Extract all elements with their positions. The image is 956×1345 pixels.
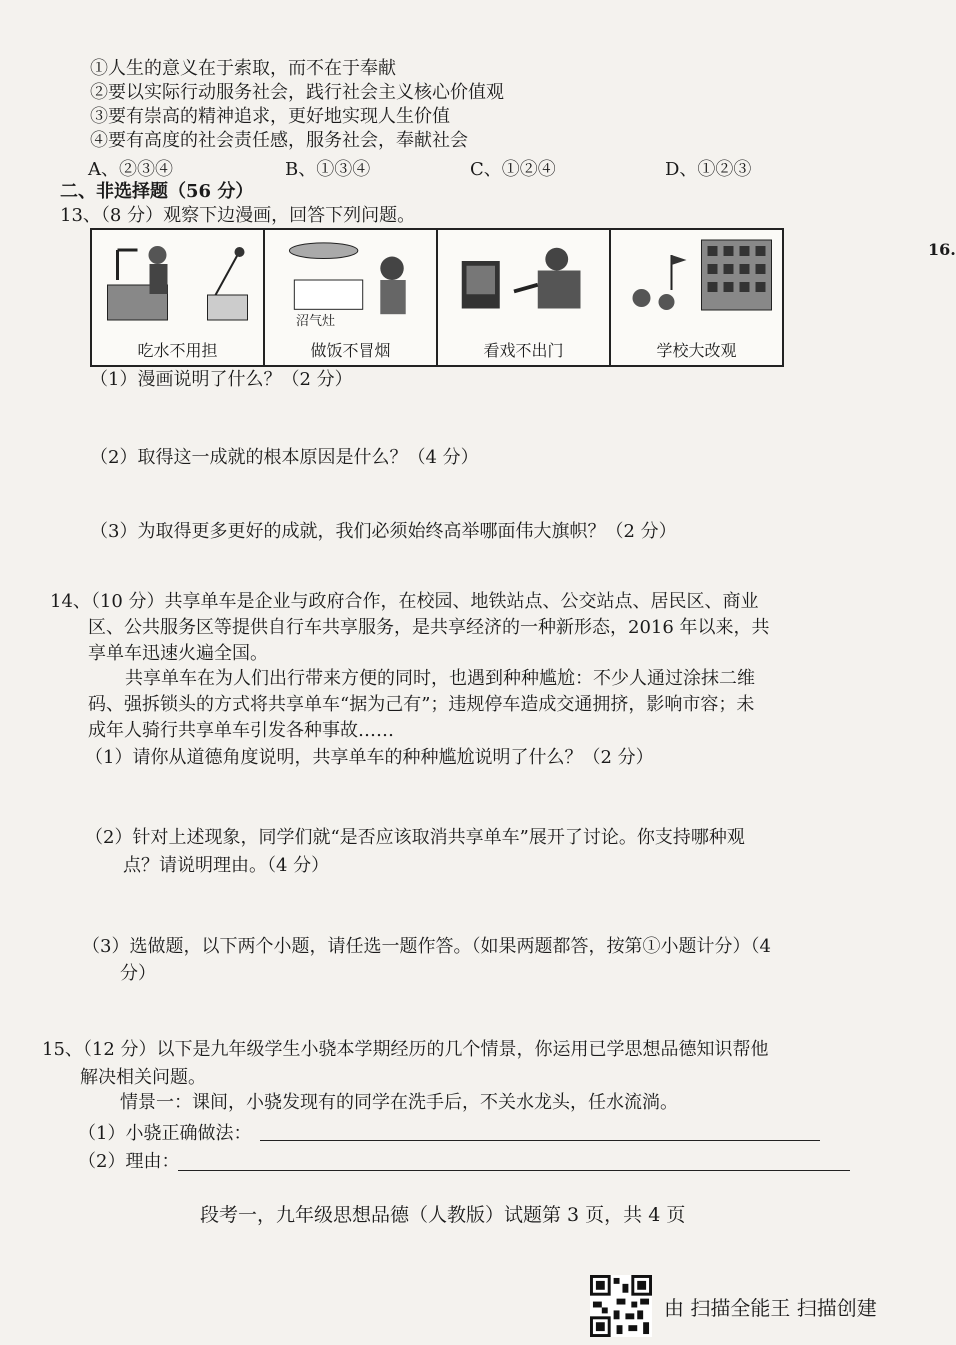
comic-strip [90,228,784,367]
q14-sub-3-line-1: （3）选做题，以下两个小题，请任选一题作答。（如果两题都答，按第①小题计分）（4 [82,936,771,957]
side-question-number: 16. [928,240,956,259]
q12-option-a: A、②③④ [88,159,173,180]
q12-option-d: D、①②③ [665,159,752,180]
qr-code-icon [590,1275,652,1337]
q15-scene-1: 情景一：课间，小骁发现有的同学在洗手后，不关水龙头，任水流淌。 [120,1092,678,1113]
q14-sub-3-line-2: 分） [120,963,156,984]
q14-sub-1: （1）请你从道德角度说明，共享单车的种种尴尬说明了什么？（2 分） [85,747,654,768]
q13-stem: 13、（8 分）观察下边漫画，回答下列问题。 [60,205,416,226]
q15-line-1: 15、（12 分）以下是九年级学生小骁本学期经历的几个情景，你运用已学思想品德知识帮他 [42,1039,769,1060]
q12-item-4: ④要有高度的社会责任感，服务社会，奉献社会 [90,130,468,151]
q14-line-4: 共享单车在为人们出行带来方便的同时，也遇到种种尴尬：不少人通过涂抹二维 [125,668,755,689]
q14-sub-2-line-2: 点？请说明理由。（4 分） [123,855,330,876]
q15-sub-1: （1）小骁正确做法： [78,1123,252,1144]
comic-panel-3 [438,230,611,365]
q14-line-1: 14、（10 分）共享单车是企业与政府合作，在校园、地铁站点、公交站点、居民区、商业 [50,591,759,612]
q14-line-3: 享单车迅速火遍全国。 [88,643,268,664]
comic-panel-2 [265,230,438,365]
school-building-illustration [611,230,782,330]
comic-panel-4 [611,230,782,365]
q15-answer-line-2[interactable] [178,1170,850,1171]
q12-option-c: C、①②④ [470,159,556,180]
q13-sub-3: （3）为取得更多更好的成就，我们必须始终高举哪面伟大旗帜？（2 分） [90,521,677,542]
q14-line-6: 成年人骑行共享单车引发各种事故…… [88,720,394,741]
q12-option-b: B、①③④ [285,159,371,180]
q12-item-2: ②要以实际行动服务社会，践行社会主义核心价值观 [90,82,504,103]
q14-sub-2-line-1: （2）针对上述现象，同学们就“是否应该取消共享单车”展开了讨论。你支持哪种观 [85,827,745,848]
section-2-title: 二、非选择题（56 分） [60,181,254,202]
q15-sub-2: （2）理由： [78,1151,180,1172]
q15-answer-line-1[interactable] [260,1140,820,1141]
scanner-watermark [590,1275,877,1337]
comic-caption-1: 吃水不用担 [137,341,218,360]
q12-item-1: ①人生的意义在于索取，而不在于奉献 [90,58,396,79]
television-illustration [438,230,609,330]
q14-line-5: 码、强拆锁头的方式将共享单车“据为己有”；违规停车造成交通拥挤，影响市容；未 [88,694,755,715]
biogas-stove-label: 沼气灶 [295,314,335,329]
q12-item-3: ③要有崇高的精神追求，更好地实现人生价值 [90,106,450,127]
q13-sub-2: （2）取得这一成就的根本原因是什么？（4 分） [90,447,479,468]
comic-caption-2: 做饭不冒烟 [310,341,391,360]
q14-line-2: 区、公共服务区等提供自行车共享服务，是共享经济的一种新形态，2016 年以来，共 [88,617,770,638]
q13-sub-1: （1）漫画说明了什么？（2 分） [90,369,353,390]
q15-line-2: 解决相关问题。 [80,1067,206,1088]
comic-caption-3: 看戏不出门 [483,341,564,360]
comic-panel-1 [92,230,265,365]
scanner-watermark-text: 由 扫描全能王 扫描创建 [664,1295,877,1320]
page-footer: 段考一，九年级思想品德（人教版）试题第 3 页，共 4 页 [200,1204,686,1226]
comic-caption-4: 学校大改观 [656,341,737,360]
